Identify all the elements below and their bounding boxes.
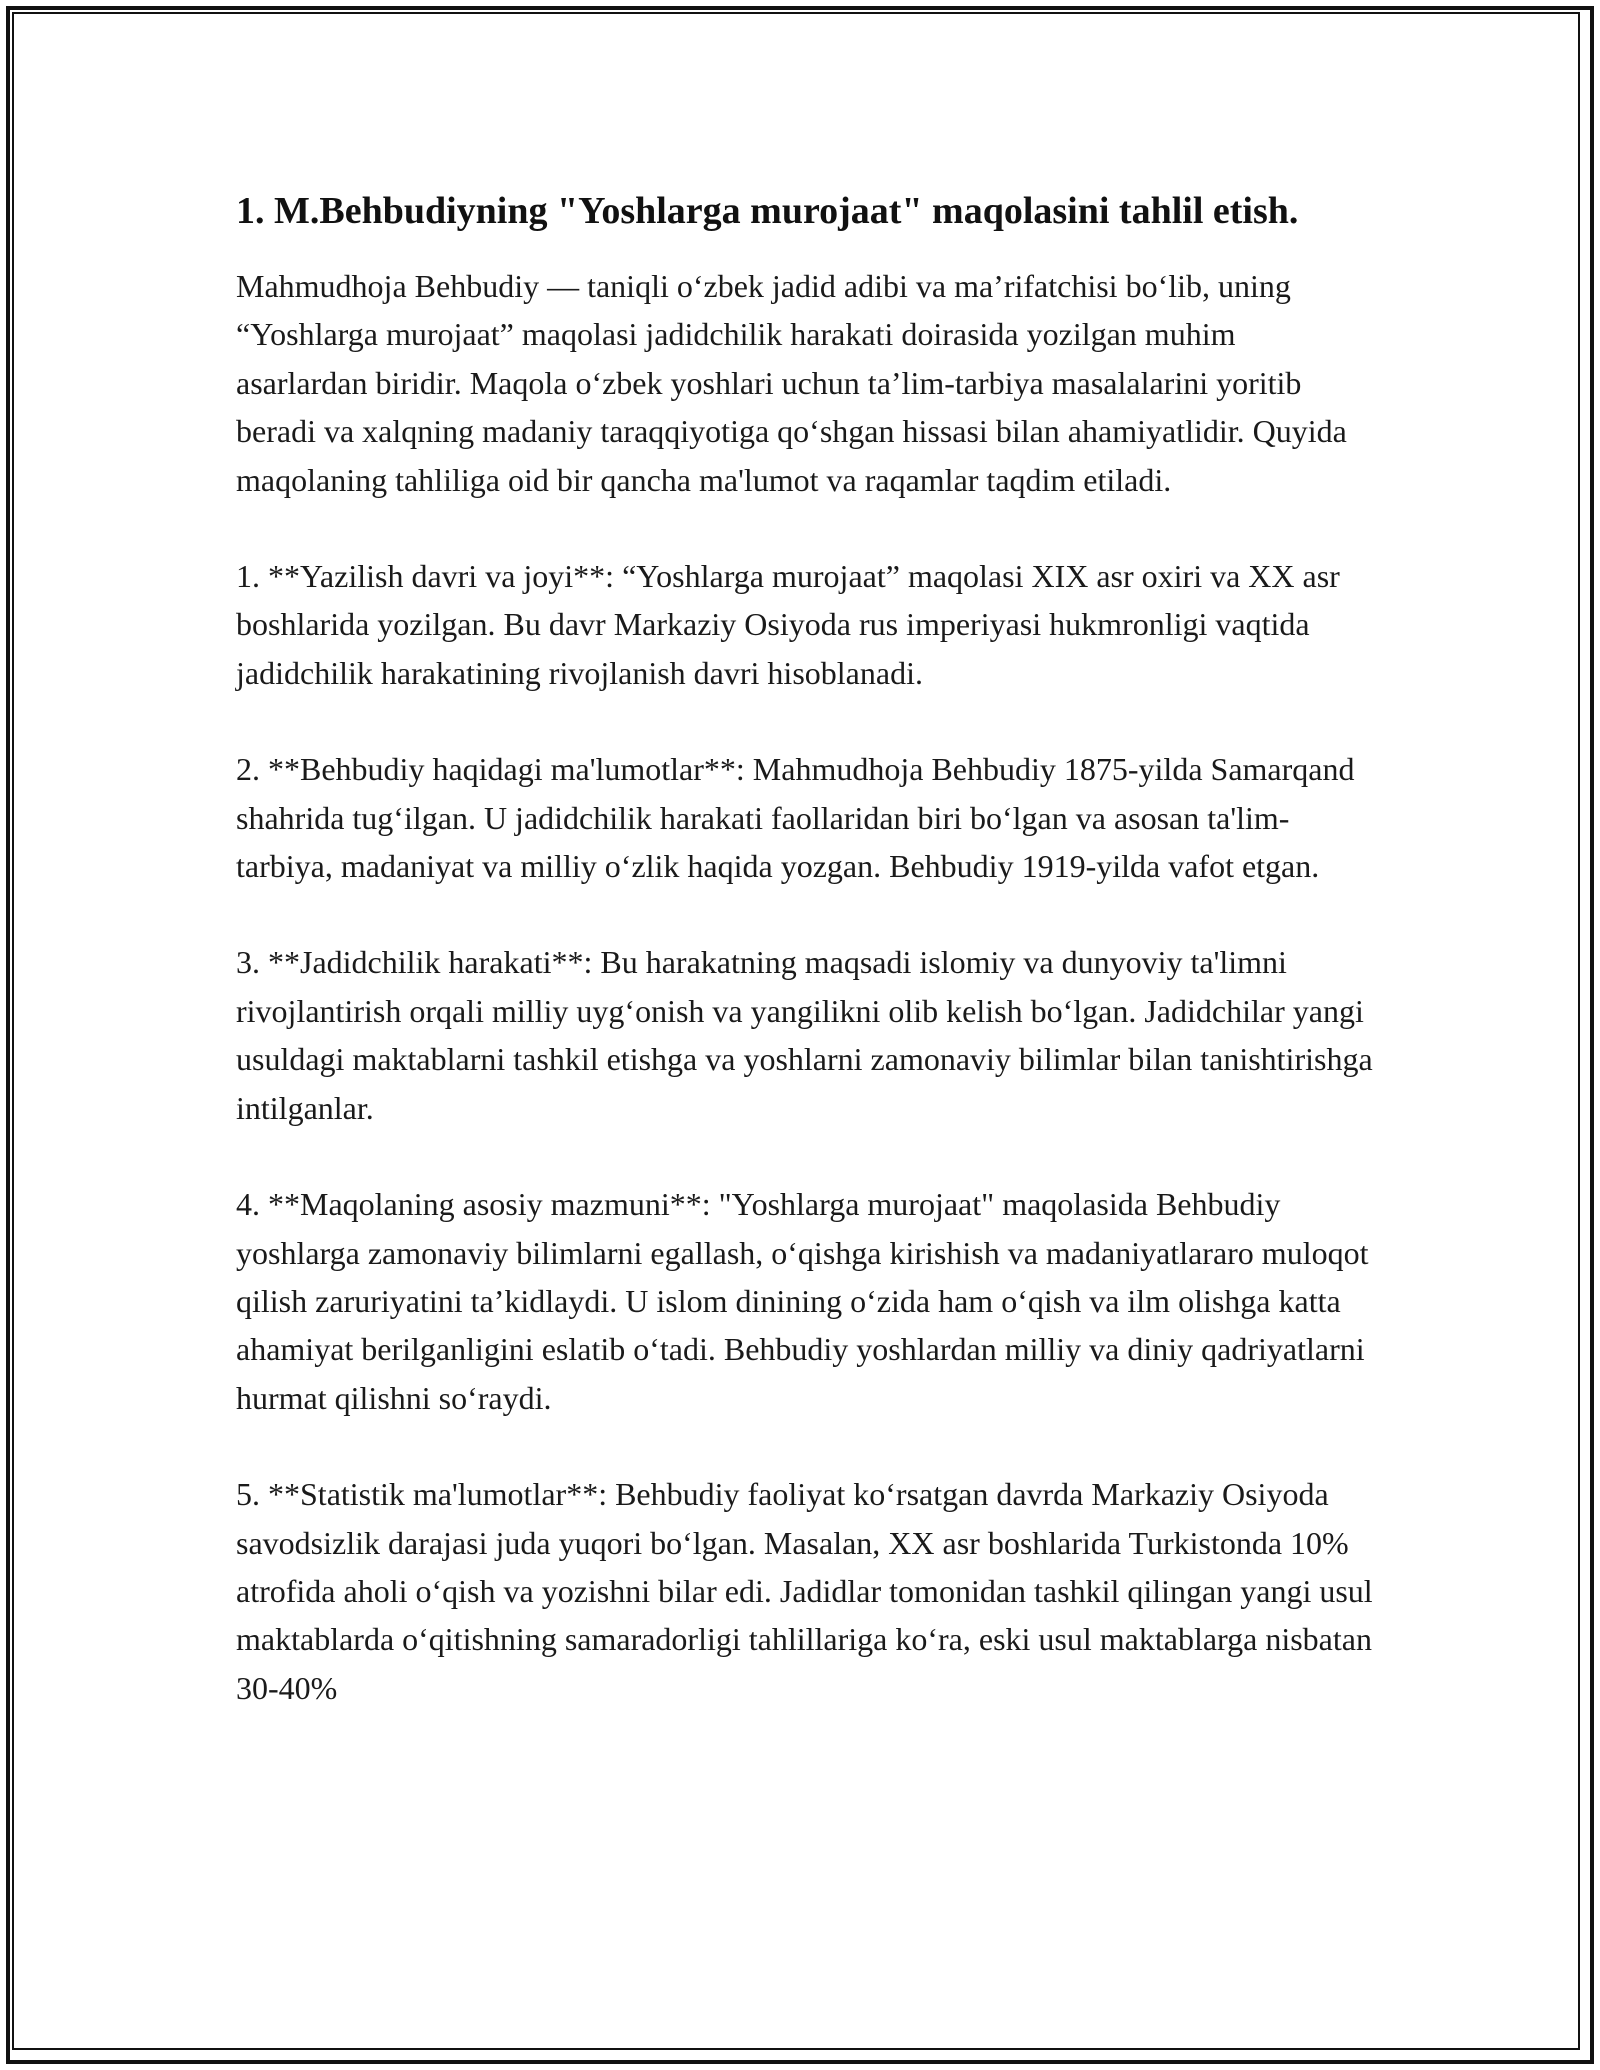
paragraph-writing-period: 1. **Yazilish davri va joyi**: “Yoshlarga murojaat” maqolasi XIX asr oxiri va XX asr boshlarida yozilgan. Bu davr Markaziy Osiyoda rus imperiyasi hukmronligi vaqtida jadidchilik harakatining rivojlanish davri hisoblanadi.	[236, 558, 1340, 691]
paragraph-article-content: 4. **Maqolaning asosiy mazmuni**: "Yoshlarga murojaat" maqolasida Behbudiy yoshlarga zamonaviy bilimlarni egallash, o‘qishga kirishish va madaniyatlararo muloqot qilish zaruriyatini ta’kidlaydi. U islom dinining o‘zida ham o‘qish va ilm olishga katta ahamiyat berilganligini eslatib o‘tadi. Behbudiy yoshlardan milliy va diniy qadriyatlarni hurmat qilishni so‘raydi.	[236, 1186, 1369, 1416]
intro-paragraph: Mahmudhoja Behbudiy — taniqli o‘zbek jadid adibi va ma’rifatchisi bo‘lib, uning “Yoshlarga murojaat” maqolasi jadidchilik harakati doirasida yozilgan muhim asarlardan biridir. Maqola o‘zbek yoshlari uchun ta’lim-tarbiya masalalarini yoritib beradi va xalqning madaniy taraqqiyotiga qo‘shgan hissasi bilan ahamiyatlidir. Quyida maqolaning tahliliga oid bir qancha ma'lumot va raqamlar taqdim etiladi.	[236, 268, 1347, 498]
document-body	[236, 184, 1374, 1760]
paragraph-jadidism-movement: 3. **Jadidchilik harakati**: Bu harakatning maqsadi islomiy va dunyoviy ta'limni rivojlantirish orqali milliy uyg‘onish va yangilikni olib kelish bo‘lgan. Jadidchilar yangi usuldagi maktablarni tashkil etishga va yoshlarni zamonaviy bilimlar bilan tanishtirishga intilganlar.	[236, 944, 1373, 1126]
document-title: 1. M.Behbudiyning "Yoshlarga murojaat" maqolasini tahlil etish.	[236, 190, 1299, 232]
paragraph-behbudiy-info: 2. **Behbudiy haqidagi ma'lumotlar**: Mahmudhoja Behbudiy 1875-yilda Samarqand shahrida tug‘ilgan. U jadidchilik harakati faollaridan biri bo‘lgan va asosan ta'lim-tarbiya, madaniyat va milliy o‘zlik haqida yozgan. Behbudiy 1919-yilda vafot etgan.	[236, 751, 1355, 885]
paragraph-statistics: 5. **Statistik ma'lumotlar**: Behbudiy faoliyat ko‘rsatgan davrda Markaziy Osiyoda savodsizlik darajasi juda yuqori bo‘lgan. Masalan, XX asr boshlarida Turkistonda 10% atrofida aholi o‘qish va yozishni bilar edi. Jadidlar tomonidan tashkil qilingan yangi usul maktablarda o‘qitishning samaradorligi tahlillariga ko‘ra, eski usul maktablarga nisbatan 30-40%	[236, 1476, 1373, 1706]
